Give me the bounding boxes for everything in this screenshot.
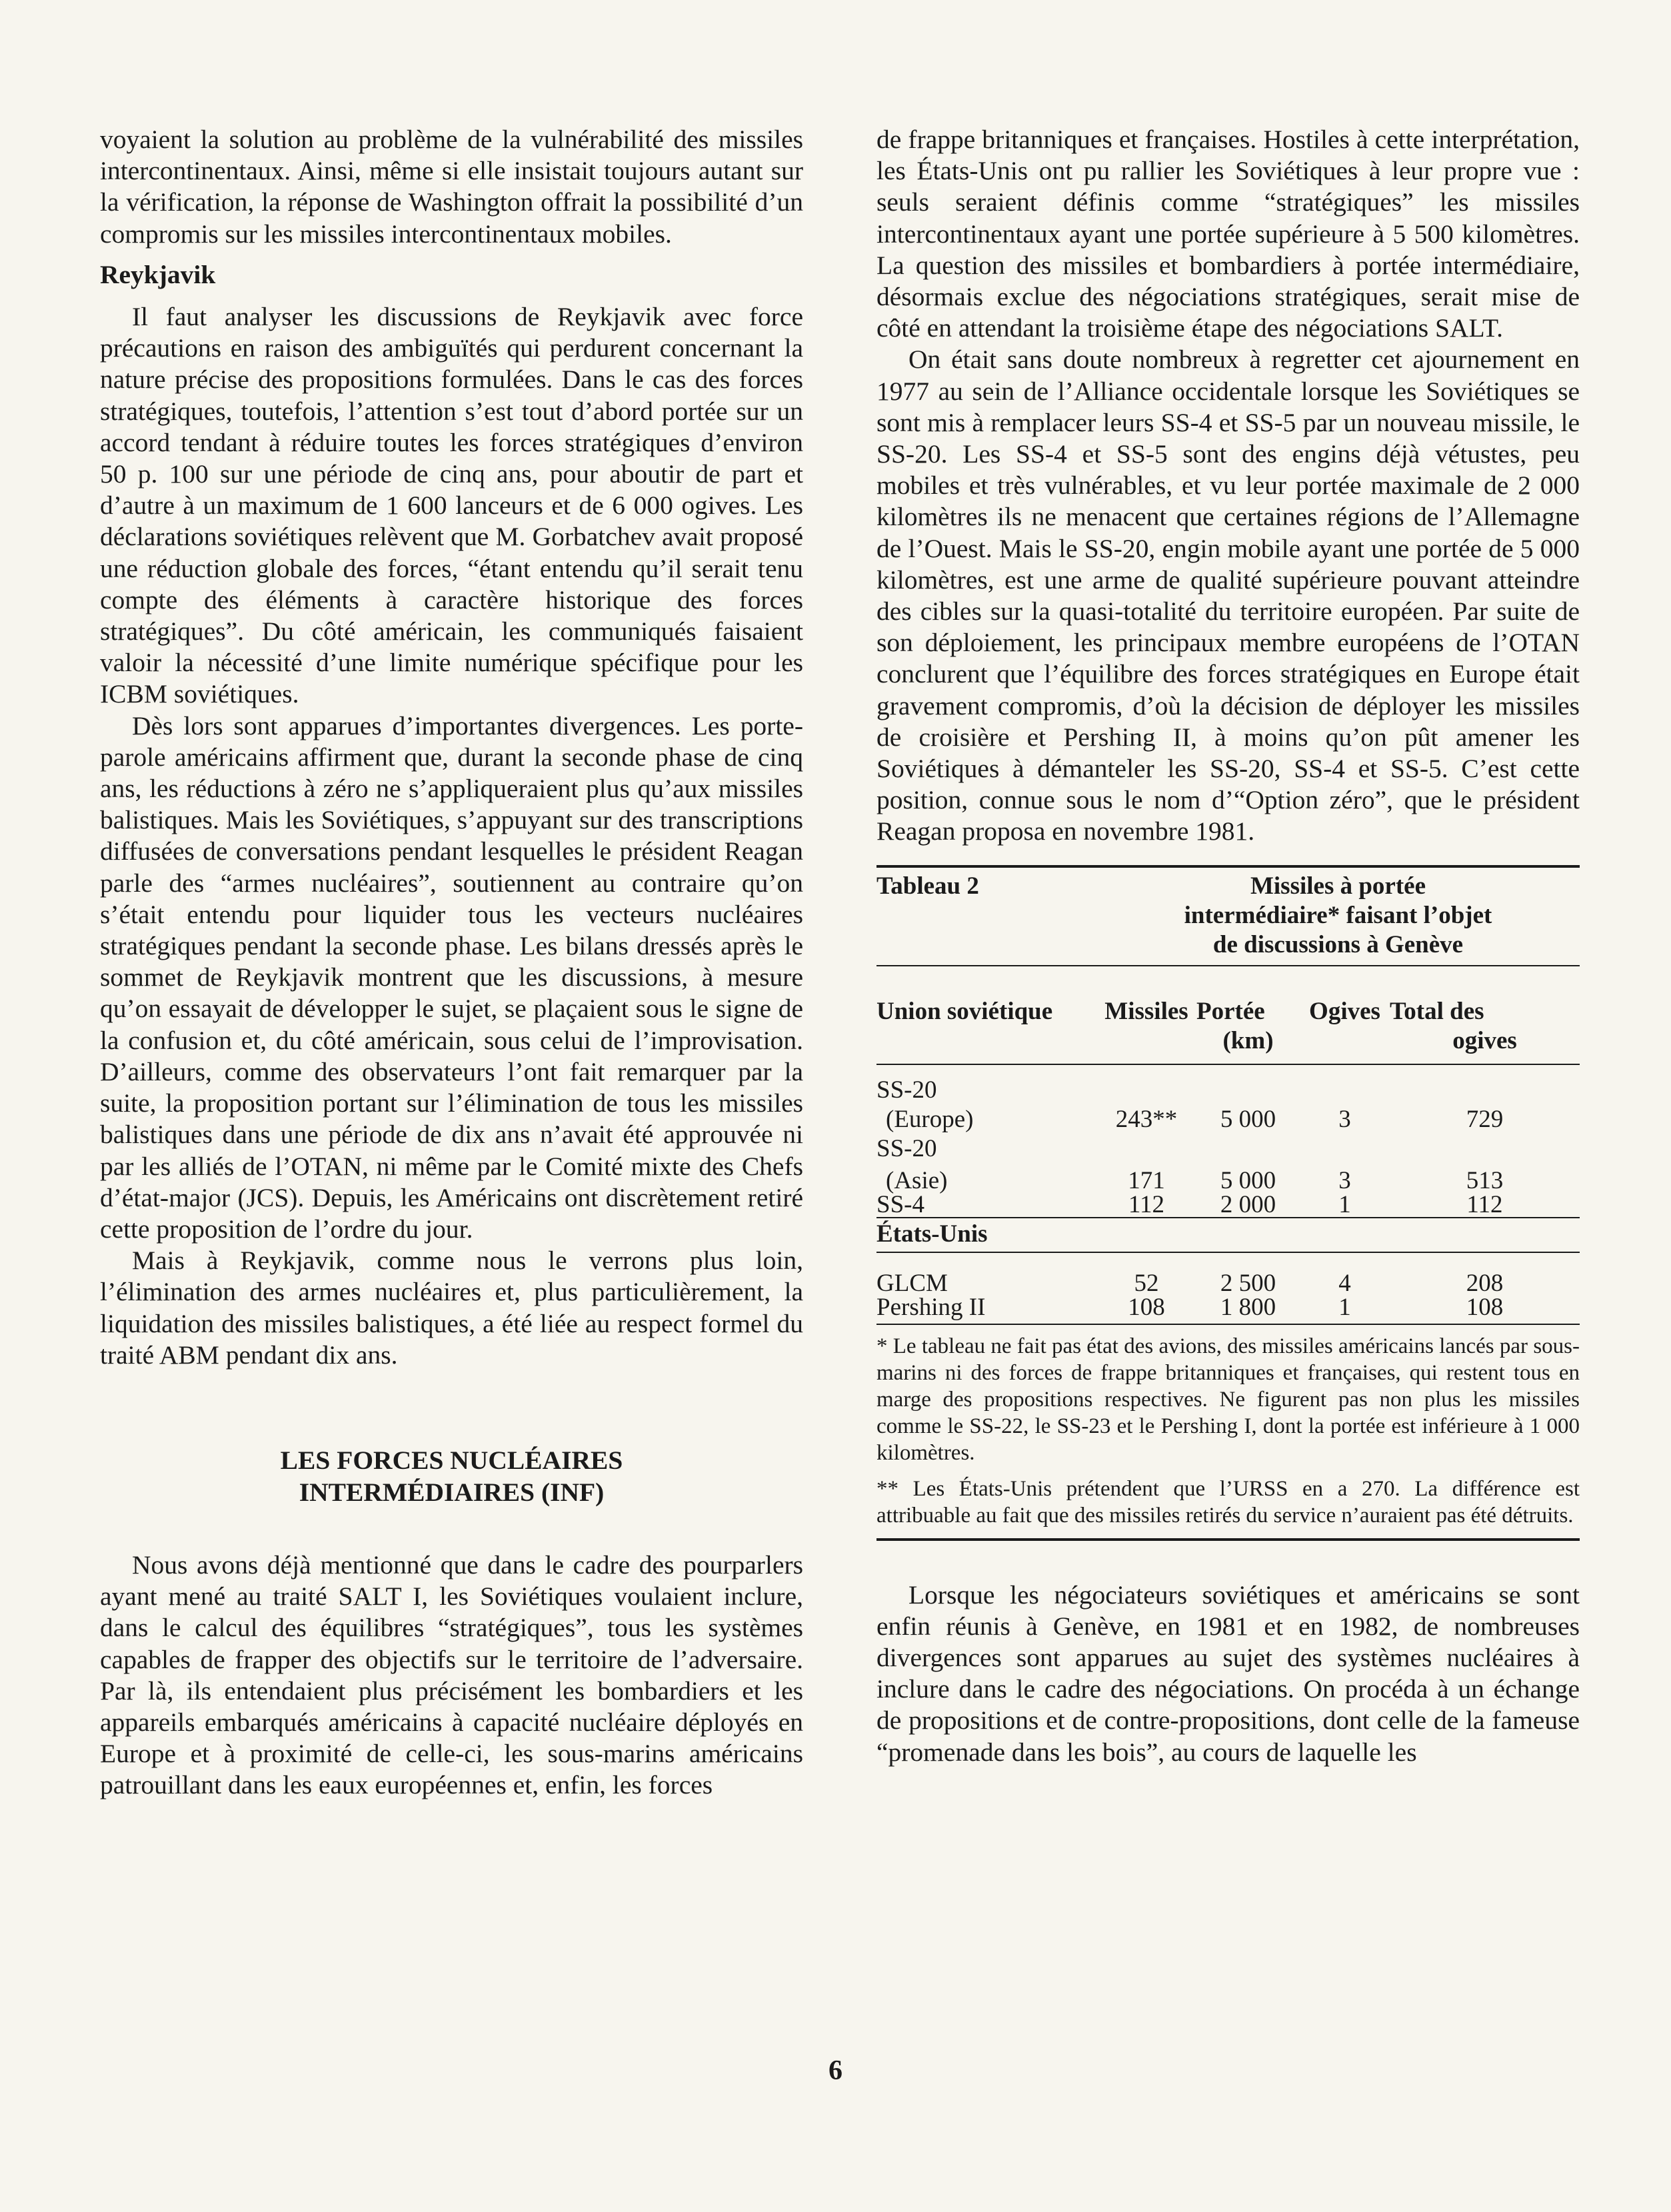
cell-warheads: 3 (1338, 1166, 1351, 1194)
cell-missiles: 171 (1128, 1166, 1165, 1194)
table-title-line-1: Missiles à portée (1250, 872, 1426, 900)
paragraph: Il faut analyser les discussions de Reykjavik avec force précautions en raison des ambiguïtés qui perdurent concernant la nature précise des propositions formulées. Dans le cas des forces stratégiques, toutefois, l’attention s’est tout d’abord portée sur un accord tendant à réduire toutes les forces stratégiques d’environ 50 p. 100 sur une période de cinq ans, pour aboutir de part et d’autre à un maximum de 1 600 lanceurs et de 6 000 ogives. Les déclarations soviétiques relèvent que M. Gorbatchev avait proposé une réduction globale des forces, “étant entendu qu’il serait tenu compte des éléments à caractère historique des forces stratégiques”. Du côté américain, les communiqués faisaient valoir la nécessité d’une limite numérique spécifique pour les ICBM soviétiques. (100, 302, 803, 709)
cell-missiles: 108 (1128, 1293, 1165, 1321)
cell-total: 729 (1466, 1105, 1504, 1133)
footnote-2: ** Les États-Unis prétendent que l’URSS en a 270. La différence est attribuable au fait que des missiles retirés du service n’auraient pas été détruits. (876, 1476, 1580, 1528)
table-2 (876, 865, 1580, 1541)
paragraph: voyaient la solution au problème de la vulnérabilité des missiles intercontinentaux. Ainsi, même si elle insistait toujours autant sur la vérification, la réponse de Washington offrait la possibilité d’un compromis sur les missiles intercontinentaux mobiles. (100, 125, 803, 249)
cell-total: 208 (1466, 1269, 1504, 1297)
section-title-line-1: LES FORCES NUCLÉAIRES (280, 1445, 623, 1475)
cell-total: 112 (1466, 1190, 1503, 1218)
subheading-reykjavik: Reykjavik (100, 259, 216, 289)
cell-total: 513 (1466, 1166, 1504, 1194)
row-label: (Asie) (886, 1166, 948, 1194)
col-header-missiles: Missiles (1104, 997, 1188, 1025)
table-footnote-rule (876, 1324, 1580, 1325)
row-label: SS-4 (876, 1190, 924, 1218)
right-column (876, 124, 1580, 1768)
table-row (876, 1269, 1580, 1297)
col-header-range (1196, 997, 1300, 1056)
cell-warheads: 3 (1338, 1105, 1351, 1133)
cell-range: 5 000 (1220, 1105, 1276, 1133)
table-title-line-2: intermédiaire* faisant l’objet (1184, 901, 1492, 929)
col-header-warheads: Ogives (1309, 997, 1380, 1025)
row-label: SS-20 (876, 1076, 937, 1104)
table-row (876, 1105, 1580, 1134)
cell-missiles: 243** (1115, 1105, 1178, 1133)
paragraph: Mais à Reykjavik, comme nous le verrons plus loin, l’élimination des armes nucléaires et, plus particulièrement, la liquidation des missiles balistiques, a été liée au respect formel du traité ABM pendant dix ans. (100, 1246, 803, 1370)
table-row (876, 1134, 1580, 1164)
col-header-total-line-2: ogives (1452, 1026, 1517, 1054)
col-header-union: Union soviétique (876, 997, 1053, 1025)
cell-missiles: 52 (1134, 1269, 1159, 1297)
table-row (876, 1190, 1580, 1218)
page-number: 6 (829, 2055, 842, 2086)
table-group-us: États-Unis (876, 1220, 988, 1248)
cell-range: 5 000 (1220, 1166, 1276, 1194)
cell-warheads: 4 (1338, 1269, 1351, 1297)
cell-warheads: 1 (1338, 1190, 1351, 1218)
row-label: Pershing II (876, 1293, 986, 1321)
paragraph: Lorsque les négociateurs soviétiques et américains se sont enfin réunis à Genève, en 1981 et en 1982, de nombreuses divergences sont apparues au sujet des systèmes nucléaires à inclure dans le cadre des négociations. On procéda à un échange de propositions et de contre-propositions, dont celle de la fameuse “promenade dans les bois”, au cours de laquelle les (876, 1580, 1580, 1767)
col-header-total (1390, 997, 1580, 1056)
table-title (1096, 872, 1580, 960)
table-label: Tableau 2 (876, 872, 979, 900)
col-header-range-line-2: (km) (1222, 1026, 1274, 1054)
row-label: (Europe) (886, 1105, 974, 1133)
cell-warheads: 1 (1338, 1293, 1351, 1321)
cell-total: 108 (1466, 1293, 1504, 1321)
table-column-headers (876, 966, 1580, 1064)
paragraph: On était sans doute nombreux à regretter cet ajournement en 1977 au sein de l’Alliance occidentale lorsque les Soviétiques se sont mis à remplacer leurs SS-4 et SS-5 par un nouveau missile, le SS-20. Les SS-4 et SS-5 sont des engins déjà vétustes, peu mobiles et très vulnérables, et vu leur portée maximale de 2 000 kilomètres ils ne menacent que certaines régions de l’Allemagne de l’Ouest. Mais le SS-20, engin mobile ayant une portée de 5 000 kilomètres, est une arme de qualité supérieure pouvant atteindre des cibles sur la quasi-totalité du territoire européen. Par suite de son déploiement, les principaux membre européens de l’OTAN conclurent que l’équilibre des forces stratégiques en Europe était gravement compromis, d’où la décision de déployer les missiles de croisière et Pershing II, à moins qu’on pût amener les Soviétiques à démanteler les SS-20, SS-4 et SS-5. C’est cette position, connue sous le nom d’“Option zéro”, que le président Reagan proposa en novembre 1981. (876, 345, 1580, 846)
row-label: GLCM (876, 1269, 948, 1297)
table-title-line-3: de discussions à Genève (1212, 930, 1464, 958)
paragraph: Nous avons déjà mentionné que dans le cadre des pourparlers ayant mené au traité SALT I, les Soviétiques voulaient inclure, dans le calcul des équilibres “stratégiques”, tous les systèmes capables de frapper des objectifs sur le territoire de l’adversaire. Par là, ils entendaient plus précisément les bombardiers et les appareils embarqués américains à capacité nucléaire déployés en Europe et à proximité de celle-ci, les sous-marins américains patrouillant dans les eaux européennes et, enfin, les forces (100, 1550, 803, 1800)
cell-missiles: 112 (1128, 1190, 1165, 1218)
cell-range: 2 000 (1220, 1190, 1276, 1218)
cell-range: 1 800 (1220, 1293, 1276, 1321)
cell-range: 2 500 (1220, 1269, 1276, 1297)
paragraph: Dès lors sont apparues d’importantes divergences. Les porte-parole américains affirment que, durant la seconde phase de cinq ans, les réductions à zéro ne s’appliqueraient plus qu’aux missiles balistiques. Mais les Soviétiques, s’appuyant sur des transcriptions diffusées de conversations pendant lesquelles le président Reagan parle des “armes nucléaires”, soutiennent au contraire qu’on s’était entendu pour liquider tous les vecteurs nucléaires stratégiques pendant la seconde phase. Les bilans dressés après le sommet de Reykjavik montrent que les discussions, à mesure qu’on essayait de développer le sujet, se plaçaient sous le signe de la confusion et, du côté américain, sous celui de l’improvisation. D’ailleurs, comme des observateurs l’ont fait remarquer par la suite, la proposition portant sur l’élimination de tous les missiles balistiques dans une période de dix ans n’avait été approuvée ni par les alliés de l’OTAN, ni même par le Comité mixte des Chefs d’état-major (JCS). Depuis, les Américains ont discrètement retiré cette proposition de l’ordre du jour. (100, 710, 803, 1244)
row-label: SS-20 (876, 1134, 937, 1162)
table-row (876, 1293, 1580, 1321)
section-title (100, 1444, 803, 1508)
table-row (876, 1076, 1580, 1105)
left-column (100, 124, 803, 1801)
col-header-total-line-1: Total des (1390, 997, 1484, 1025)
table-row (876, 1166, 1580, 1194)
table-footnotes (876, 1333, 1580, 1529)
footnote-1: * Le tableau ne fait pas état des avions, des missiles américains lancés par sous-marins ni des forces de frappe britanniques et françaises, qui restent tous en marge des propositions respectives. Ne figurent pas non plus les missiles comme le SS-22, le SS-23 et le Pershing I, dont la portée est inférieure à 1 000 kilomètres. (876, 1334, 1580, 1465)
table-header (876, 868, 1580, 965)
col-header-range-line-1: Portée (1196, 997, 1265, 1025)
paragraph: de frappe britanniques et françaises. Hostiles à cette interprétation, les États-Unis ont pu rallier les Soviétiques à leur propre vue : seuls seraient définis comme “stratégiques” les missiles intercontinentaux ayant une portée supérieure à 5 500 kilomètres. La question des missiles et bombardiers à portée intermédiaire, désormais exclue des négociations stratégiques, serait mise de côté en attendant la troisième étape des négociations SALT. (876, 125, 1580, 343)
section-title-line-2: INTERMÉDIAIRES (INF) (299, 1477, 605, 1507)
